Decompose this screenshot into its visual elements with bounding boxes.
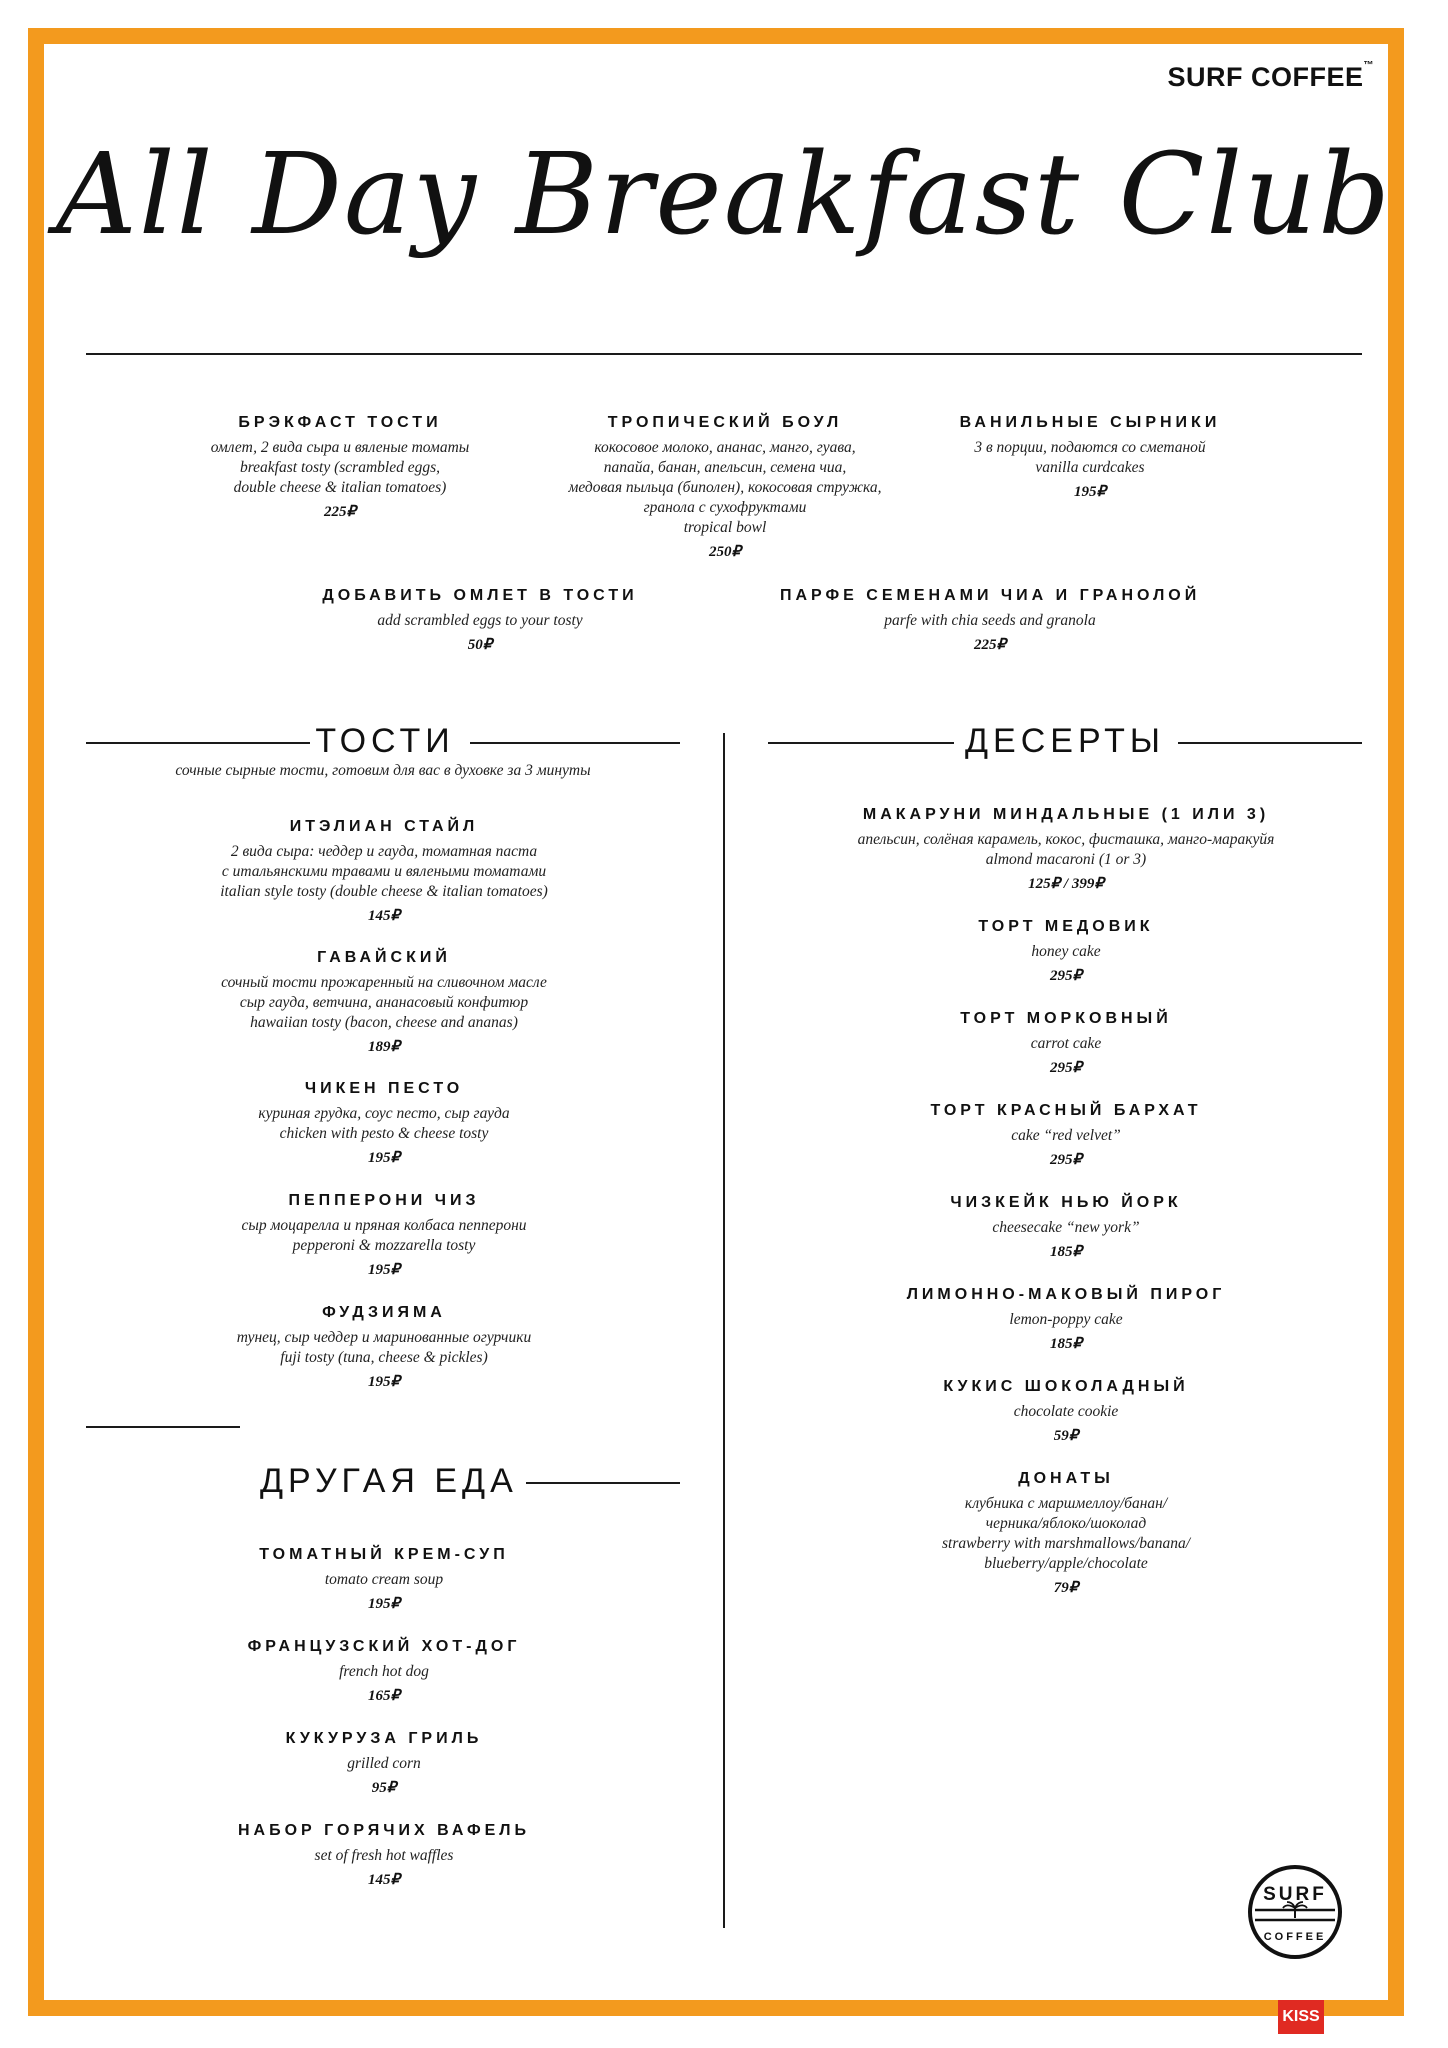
menu-item (146, 1192, 622, 1279)
menu-item (310, 587, 650, 654)
item-price: 195₽ (1073, 484, 1107, 500)
item-price: 250₽ (708, 544, 742, 560)
desc-line: chicken with pesto & cheese tosty (279, 1125, 489, 1142)
surf-coffee-badge-logo (1247, 1864, 1343, 1960)
item-desc (866, 1310, 1266, 1330)
item-name: ДОБАВИТЬ ОМЛЕТ В ТОСТИ (322, 587, 638, 604)
menu-item (186, 1638, 582, 1705)
item-desc (866, 1402, 1266, 1422)
desc-line: carrot cake (1030, 1035, 1102, 1052)
badge-top-text: SURF (1263, 1884, 1327, 1905)
item-desc (170, 438, 510, 498)
brand-logo: SURF COFFEE™ (1167, 60, 1374, 92)
item-price: 79₽ (1053, 1580, 1079, 1596)
section-rule (1178, 742, 1362, 744)
item-name: ФРАНЦУЗСКИЙ ХОТ-ДОГ (247, 1638, 521, 1655)
menu-item (866, 1470, 1266, 1597)
menu-item (186, 1546, 582, 1613)
menu-item (920, 414, 1260, 501)
item-desc (866, 1126, 1266, 1146)
menu-item (186, 1730, 582, 1797)
desc-line: honey cake (1031, 943, 1101, 960)
item-desc (540, 438, 910, 538)
desc-line: сыр гауда, ветчина, ананасовый конфитюр (239, 994, 529, 1011)
item-name: БРЭКФАСТ ТОСТИ (238, 414, 442, 431)
kiss-logo: KISS (1278, 2000, 1324, 2034)
desc-line: breakfast tosty (scrambled eggs, (239, 459, 441, 476)
item-name: ТРОПИЧЕСКИЙ БОУЛ (607, 414, 843, 431)
item-desc (186, 1754, 582, 1774)
desc-line: almond macaroni (1 or 3) (985, 851, 1147, 868)
menu-item (866, 1286, 1266, 1353)
item-price: 185₽ (1049, 1244, 1083, 1260)
item-name: МАКАРУНИ МИНДАЛЬНЫЕ (1 ИЛИ 3) (862, 806, 1270, 823)
desc-line: chocolate cookie (1013, 1403, 1119, 1420)
desc-line: омлет, 2 вида сыра и вяленые томаты (210, 439, 470, 456)
item-price: 145₽ (367, 1872, 401, 1888)
section-rule (768, 742, 954, 744)
item-name: ТОРТ МОРКОВНЫЙ (960, 1010, 1172, 1027)
item-desc (146, 1104, 622, 1144)
item-price: 225₽ (973, 637, 1007, 653)
item-name: КУКУРУЗА ГРИЛЬ (285, 1730, 483, 1747)
menu-item (146, 818, 622, 925)
desc-line: папайа, банан, апельсин, семена чиа, (603, 459, 847, 476)
item-price: 189₽ (367, 1039, 401, 1055)
section-heading-desserts: ДЕСЕРТЫ (965, 722, 1165, 760)
title-divider (86, 353, 1362, 355)
item-price: 295₽ (1049, 968, 1083, 984)
section-rule (86, 742, 310, 744)
desc-line: vanilla curdcakes (1035, 459, 1145, 476)
item-price: 185₽ (1049, 1336, 1083, 1352)
menu-item (146, 1304, 622, 1391)
item-name: НАБОР ГОРЯЧИХ ВАФЕЛЬ (237, 1822, 531, 1839)
desc-line: куриная грудка, соус песто, сыр гауда (258, 1105, 510, 1122)
menu-item (806, 806, 1326, 893)
desc-line: tomato cream soup (324, 1571, 444, 1588)
section-heading-tosty: ТОСТИ (315, 722, 455, 760)
menu-item (540, 414, 910, 561)
item-desc (146, 973, 622, 1033)
item-price: 195₽ (367, 1150, 401, 1166)
item-name: ЧИКЕН ПЕСТО (304, 1080, 464, 1097)
menu-item (780, 587, 1200, 654)
desc-line: pepperoni & mozzarella tosty (292, 1237, 476, 1254)
item-name: ТОРТ КРАСНЫЙ БАРХАТ (930, 1102, 1202, 1119)
desc-line: медовая пыльца (биполен), кокосовая стружка, (568, 479, 882, 496)
section-rule (86, 1426, 240, 1428)
desc-line: клубника с маршмеллоу/банан/ (964, 1495, 1168, 1512)
desc-line: апельсин, солёная карамель, кокос, фисташка, манго-маракуйя (857, 831, 1275, 848)
item-desc (310, 611, 650, 631)
column-divider (723, 733, 725, 1928)
item-price: 59₽ (1053, 1428, 1079, 1444)
desc-line: double cheese & italian tomatoes) (233, 479, 447, 496)
item-price: 195₽ (367, 1596, 401, 1612)
menu-item (170, 414, 510, 521)
item-name: ПЕППЕРОНИ ЧИЗ (288, 1192, 480, 1209)
item-name: ГАВАЙСКИЙ (317, 949, 451, 966)
desc-line: add scrambled eggs to your tosty (377, 612, 583, 629)
item-price: 145₽ (367, 908, 401, 924)
desc-line: тунец, сыр чеддер и маринованные огурчики (236, 1329, 532, 1346)
item-desc (866, 1034, 1266, 1054)
item-name: ТОМАТНЫЙ КРЕМ-СУП (259, 1546, 509, 1563)
menu-item (186, 1822, 582, 1889)
item-desc (146, 842, 622, 902)
item-desc (186, 1846, 582, 1866)
desc-line: черника/яблоко/шоколад (985, 1515, 1147, 1532)
item-price: 295₽ (1049, 1060, 1083, 1076)
section-rule (526, 1482, 680, 1484)
desc-line: italian style tosty (double cheese & italian tomatoes) (220, 883, 548, 900)
item-desc (806, 830, 1326, 870)
item-desc (920, 438, 1260, 478)
desc-line: с итальянскими травами и вялеными томатами (221, 863, 547, 880)
item-name: ДОНАТЫ (1018, 1470, 1114, 1487)
desc-line: 3 в порции, подаются со сметаной (974, 439, 1206, 456)
item-desc (866, 1218, 1266, 1238)
page-title: All Day Breakfast Club (56, 130, 1392, 260)
desc-line: 2 вида сыра: чеддер и гауда, томатная паста (230, 843, 538, 860)
menu-item (866, 1010, 1266, 1077)
desc-line: fuji tosty (tuna, cheese & pickles) (280, 1349, 488, 1366)
menu-item (146, 1080, 622, 1167)
item-price: 295₽ (1049, 1152, 1083, 1168)
item-desc (146, 1328, 622, 1368)
desc-line: cake “red velvet” (1011, 1127, 1121, 1144)
item-desc (186, 1570, 582, 1590)
item-price: 225₽ (323, 504, 357, 520)
desc-line: hawaiian tosty (bacon, cheese and ananas) (250, 1014, 518, 1031)
item-desc (186, 1662, 582, 1682)
desc-line: сыр моцарелла и пряная колбаса пепперони (241, 1217, 527, 1234)
item-price: 50₽ (467, 637, 493, 653)
section-rule (470, 742, 680, 744)
section-note: сочные сырные тости, готовим для вас в духовке за 3 минуты (175, 762, 591, 779)
desc-line: гранола с сухофруктами (643, 499, 807, 516)
desc-line: tropical bowl (683, 519, 767, 536)
item-name: ПАРФЕ СЕМЕНАМИ ЧИА И ГРАНОЛОЙ (780, 587, 1201, 604)
item-desc (780, 611, 1200, 631)
item-name: ФУДЗИЯМА (322, 1304, 446, 1321)
item-desc (146, 1216, 622, 1256)
item-price: 165₽ (367, 1688, 401, 1704)
item-price: 95₽ (371, 1780, 397, 1796)
item-price: 125₽ / 399₽ (1028, 876, 1104, 892)
desc-line: blueberry/apple/chocolate (984, 1555, 1148, 1572)
desc-line: cheesecake “new york” (992, 1219, 1140, 1236)
desc-line: кокосовое молоко, ананас, манго, гуава, (594, 439, 856, 456)
item-price: 195₽ (367, 1374, 401, 1390)
item-name: ИТЭЛИАН СТАЙЛ (289, 818, 479, 835)
desc-line: parfe with chia seeds and granola (884, 612, 1096, 629)
desc-line: grilled corn (347, 1755, 421, 1772)
item-price: 195₽ (367, 1262, 401, 1278)
badge-bottom-text: COFFEE (1263, 1931, 1327, 1943)
desc-line: сочный тости прожаренный на сливочном масле (221, 974, 547, 991)
item-name: ЛИМОННО-МАКОВЫЙ ПИРОГ (906, 1286, 1226, 1303)
desc-line: french hot dog (339, 1663, 429, 1680)
desc-line: strawberry with marshmallows/banana/ (941, 1535, 1191, 1552)
item-desc (866, 1494, 1266, 1574)
item-name: ТОРТ МЕДОВИК (978, 918, 1154, 935)
desc-line: set of fresh hot waffles (314, 1847, 454, 1864)
item-name: ВАНИЛЬНЫЕ СЫРНИКИ (959, 414, 1221, 431)
desc-line: lemon-poppy cake (1009, 1311, 1123, 1328)
item-name: КУКИС ШОКОЛАДНЫЙ (943, 1378, 1189, 1395)
menu-item (866, 1378, 1266, 1445)
menu-item (866, 1194, 1266, 1261)
item-desc (866, 942, 1266, 962)
menu-item (866, 918, 1266, 985)
item-name: ЧИЗКЕЙК НЬЮ ЙОРК (950, 1194, 1182, 1211)
section-heading-other: ДРУГАЯ ЕДА (260, 1462, 518, 1500)
menu-item (866, 1102, 1266, 1169)
menu-item (146, 949, 622, 1056)
